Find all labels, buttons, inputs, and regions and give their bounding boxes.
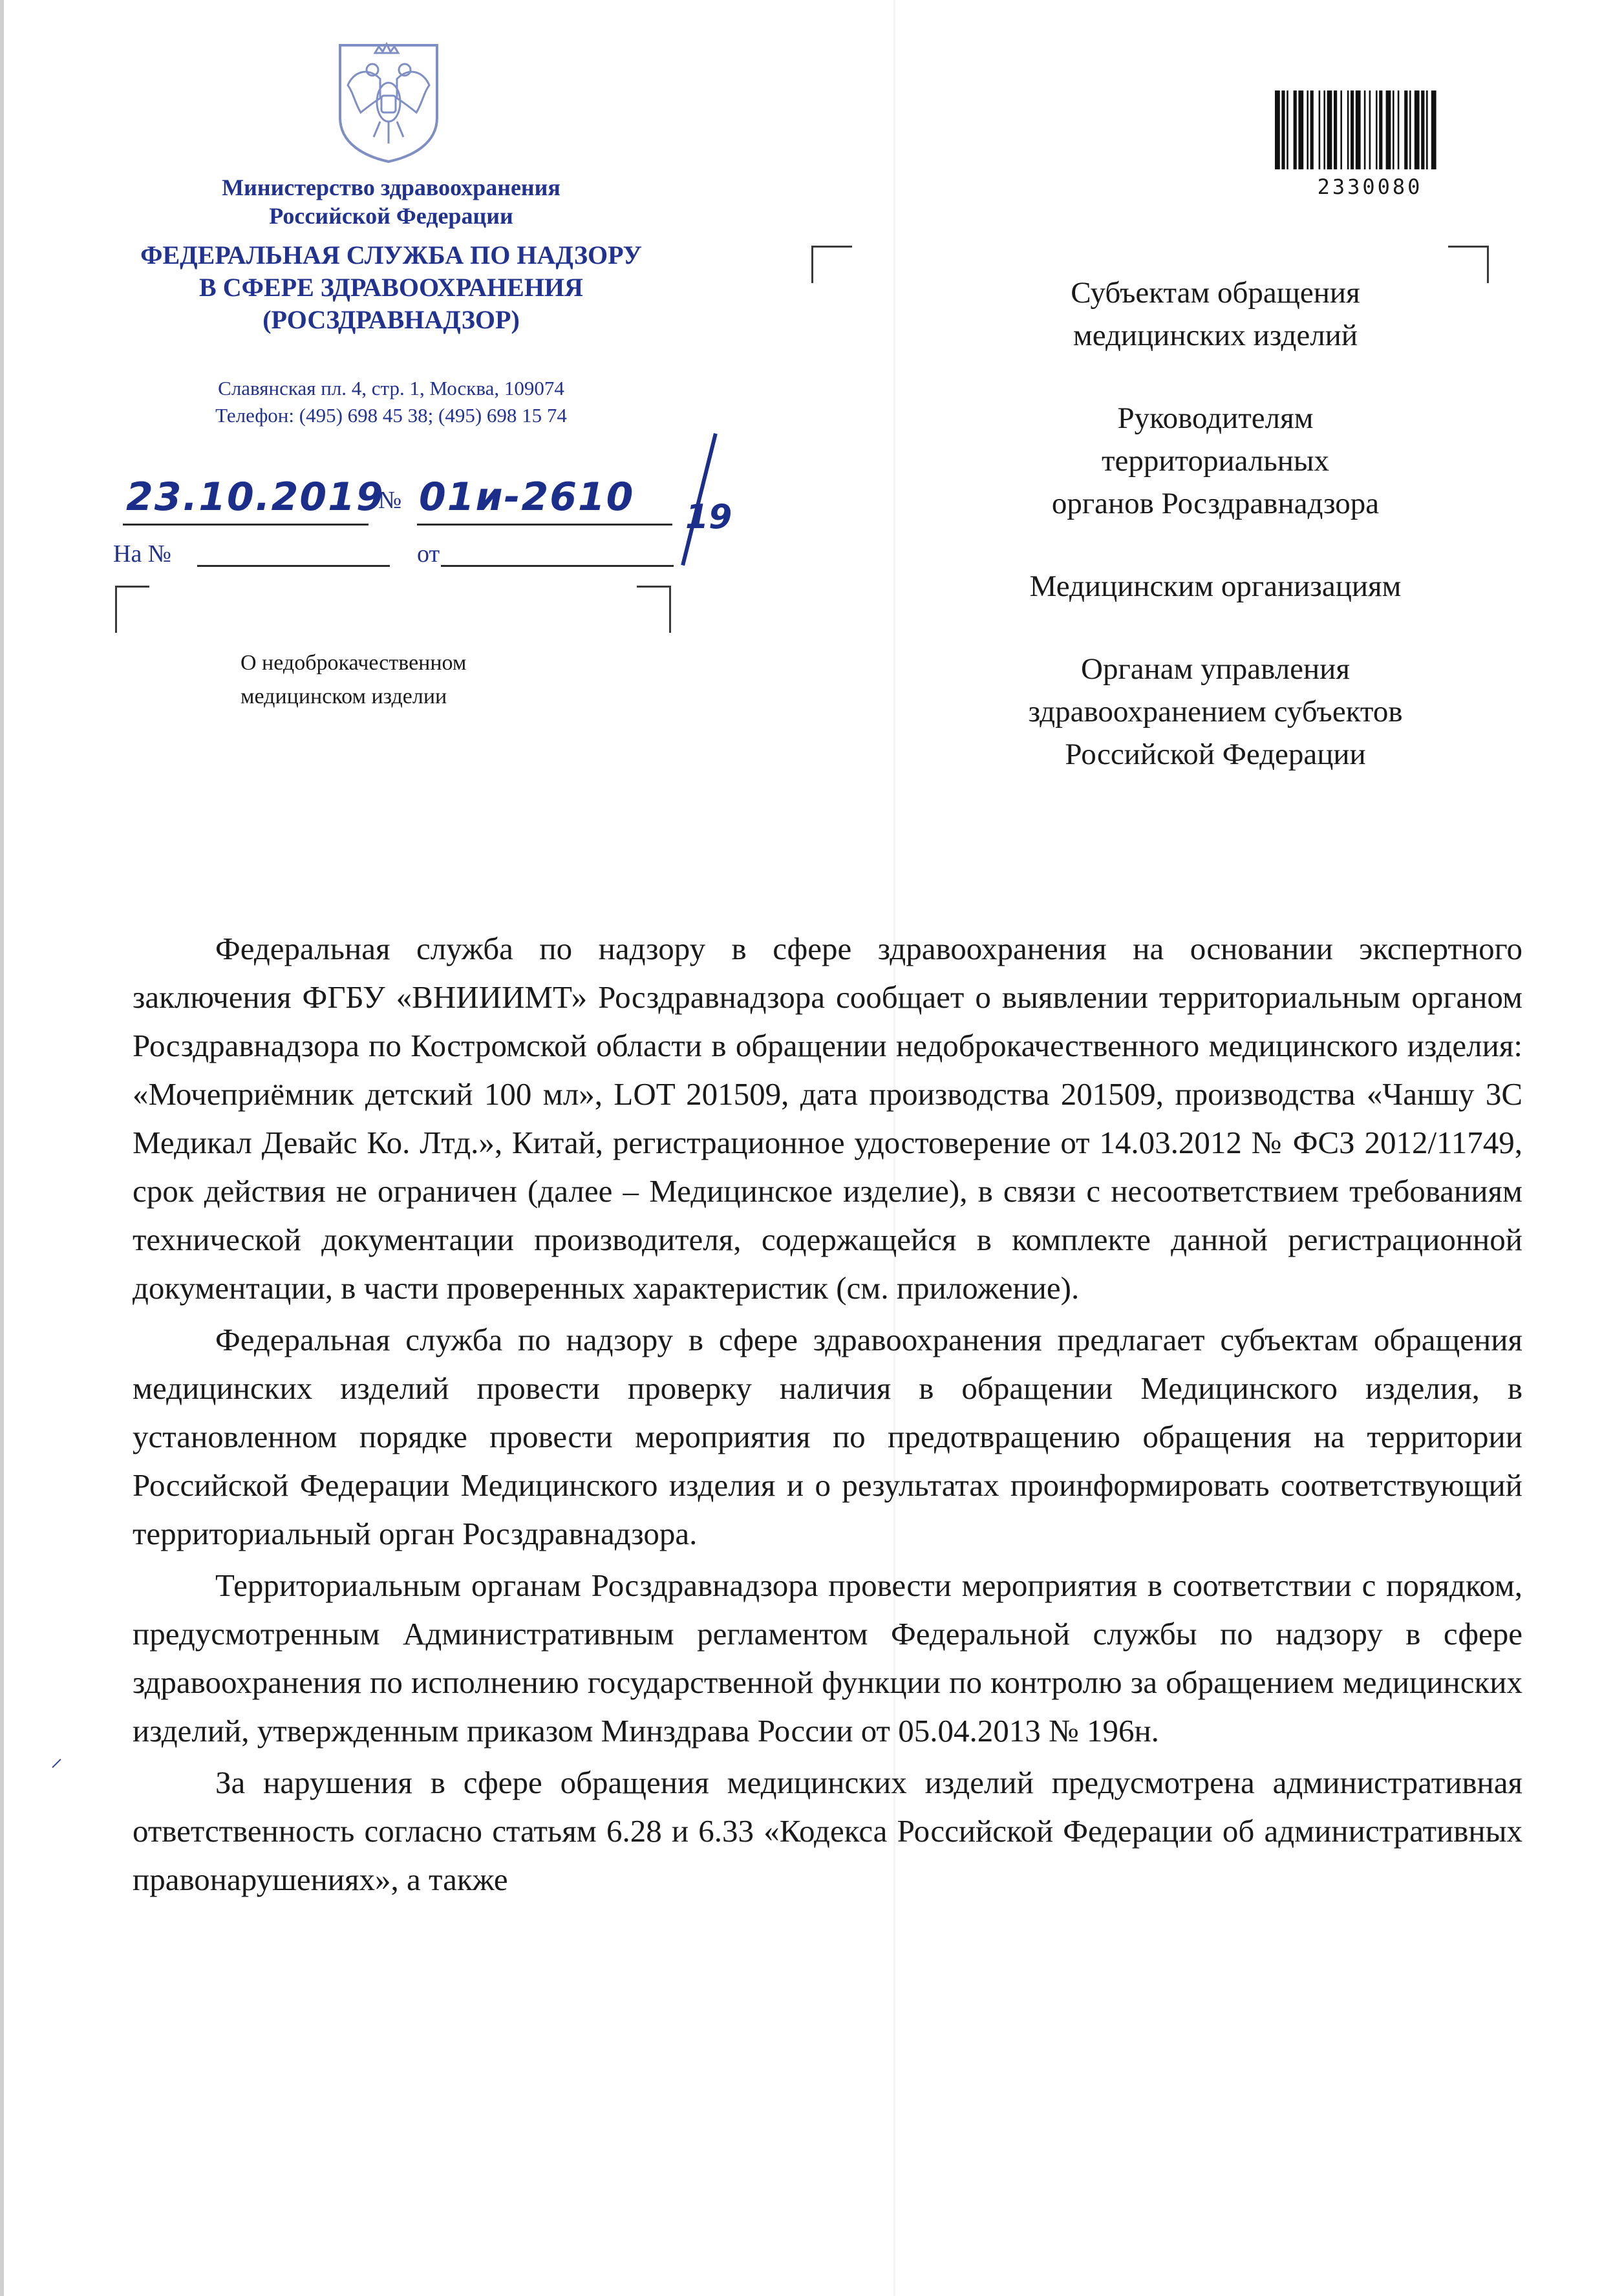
number-underline (417, 524, 672, 526)
barcode-bar (1327, 90, 1332, 169)
addressee: Органам управления здравоохранением субъектов Российской Федерации (1028, 652, 1403, 771)
addressee: Медицинским организациям (1029, 569, 1402, 603)
body-paragraph: Территориальным органам Росздравнадзора провести мероприятия в соответствии с порядком, предусмотренным Административным регламентом Федеральной службы по надзору в сфере здравоохранения по исполнению государственной функции по контролю за обращением медицинских изделий, утвержденным приказом Минздрава России от 05.04.2013 № 196н. (133, 1568, 1522, 1749)
addressee: Субъектам обращения медицинских изделий (1071, 276, 1360, 352)
address: Славянская пл. 4, стр. 1, Москва, 109074 (218, 377, 564, 399)
bracket-corner (637, 586, 671, 633)
barcode-bar (1393, 90, 1394, 169)
reply-number-blank (197, 565, 390, 567)
barcode-bar (1398, 90, 1400, 169)
margin-mark: ⸝ (50, 1745, 63, 1772)
barcode-bar (1307, 90, 1308, 169)
service-name: ФЕДЕРАЛЬНАЯ СЛУЖБА ПО НАДЗОРУ В СФЕРЕ ЗДРАВООХРАНЕНИЯ (РОСЗДРАВНАДЗОР) (140, 240, 642, 334)
scan-edge (0, 0, 4, 2296)
letter-subject: О недоброкачественном медицинском изделии (240, 651, 467, 708)
ministry-name: Министерство здравоохранения Российской Федерации (222, 175, 561, 229)
letter-body (133, 924, 1522, 1907)
outgoing-number-suffix: 19 (685, 498, 732, 537)
date-underline (123, 524, 368, 526)
reply-to-label: На № (113, 540, 172, 568)
barcode-bar (1431, 90, 1436, 169)
barcode-bar (1323, 90, 1325, 169)
russian-coat-of-arms-icon (335, 40, 442, 164)
addressee: Руководителям территориальных органов Росздравнадзора (1051, 401, 1380, 520)
barcode-bar (1287, 90, 1288, 169)
reply-date-blank (441, 565, 674, 567)
outgoing-number: 01и-2610 (419, 474, 635, 520)
barcode-bar (1356, 90, 1361, 169)
number-label: № (378, 487, 402, 514)
barcode-bar (1364, 90, 1366, 169)
body-paragraph: Федеральная служба по надзору в сфере здравоохранения предлагает субъектам обращения медицинских изделий провести проверку наличия в обращении Медицинского изделия, в установленном порядке провести мероприятия по предотвращению обращения на территории Российской Федерации Медицинского изделия и о результатах проинформировать соответствующий территориальный орган Росздравнадзора. (133, 1322, 1522, 1551)
reply-from-label: от (417, 540, 440, 568)
barcode-bar (1334, 90, 1337, 169)
body-paragraph: За нарушения в сфере обращения медицинских изделий предусмотрена административная ответственность согласно статьям 6.28 и 6.33 «Кодекса Российской Федерации об административных правонарушениях», а также (133, 1765, 1522, 1897)
barcode-bar (1319, 90, 1321, 169)
barcode-bar (1275, 90, 1280, 169)
barcode-bar (1298, 90, 1303, 169)
barcode-icon (1272, 90, 1468, 175)
body-paragraph: Федеральная служба по надзору в сфере здравоохранения на основании экспертного заключения ФГБУ «ВНИИИМТ» Росздравнадзора сообщает о выявлении территориальным органом Росздравнадзора по Костромской области в обращении недоброкачественного медицинского изделия: «Мочеприёмник детский 100 мл», LOT 201509, дата производства 201509, производства «Чаншу 3С Медикал Девайс Ко. Лтд.», Китай, регистрационное удостоверение от 14.03.2012 № ФСЗ 2012/11749, срок действия не ограничен (далее – Медицинское изделие), в связи с несоответствием требованиям технической документации производителя, содержащейся в комплекте данной регистрационной документации, в части проверенных характеристик (см. приложение). (133, 931, 1522, 1306)
barcode-bar (1426, 90, 1428, 169)
barcode-bar (1376, 90, 1378, 169)
barcode-bar (1310, 90, 1314, 169)
barcode-bar (1294, 90, 1297, 169)
outgoing-date: 23.10.2019 (126, 474, 385, 520)
barcode-bar (1386, 90, 1391, 169)
barcode-number: 2330080 (1317, 175, 1423, 199)
barcode-bar (1351, 90, 1354, 169)
barcode-bar (1369, 90, 1371, 169)
barcode-bar (1379, 90, 1382, 169)
addressee-list (905, 271, 1526, 816)
phone: Телефон: (495) 698 45 38; (495) 698 15 74 (215, 404, 567, 427)
bracket-corner (811, 246, 852, 283)
letterhead-contacts (97, 375, 685, 429)
bracket-corner (115, 586, 149, 633)
barcode-bar (1404, 90, 1407, 169)
barcode-bar (1415, 90, 1420, 169)
barcode-bar (1347, 90, 1349, 169)
barcode-bar (1409, 90, 1411, 169)
barcode-bar (1281, 90, 1285, 169)
barcode-bar (1340, 90, 1342, 169)
barcode-bar (1421, 90, 1424, 169)
